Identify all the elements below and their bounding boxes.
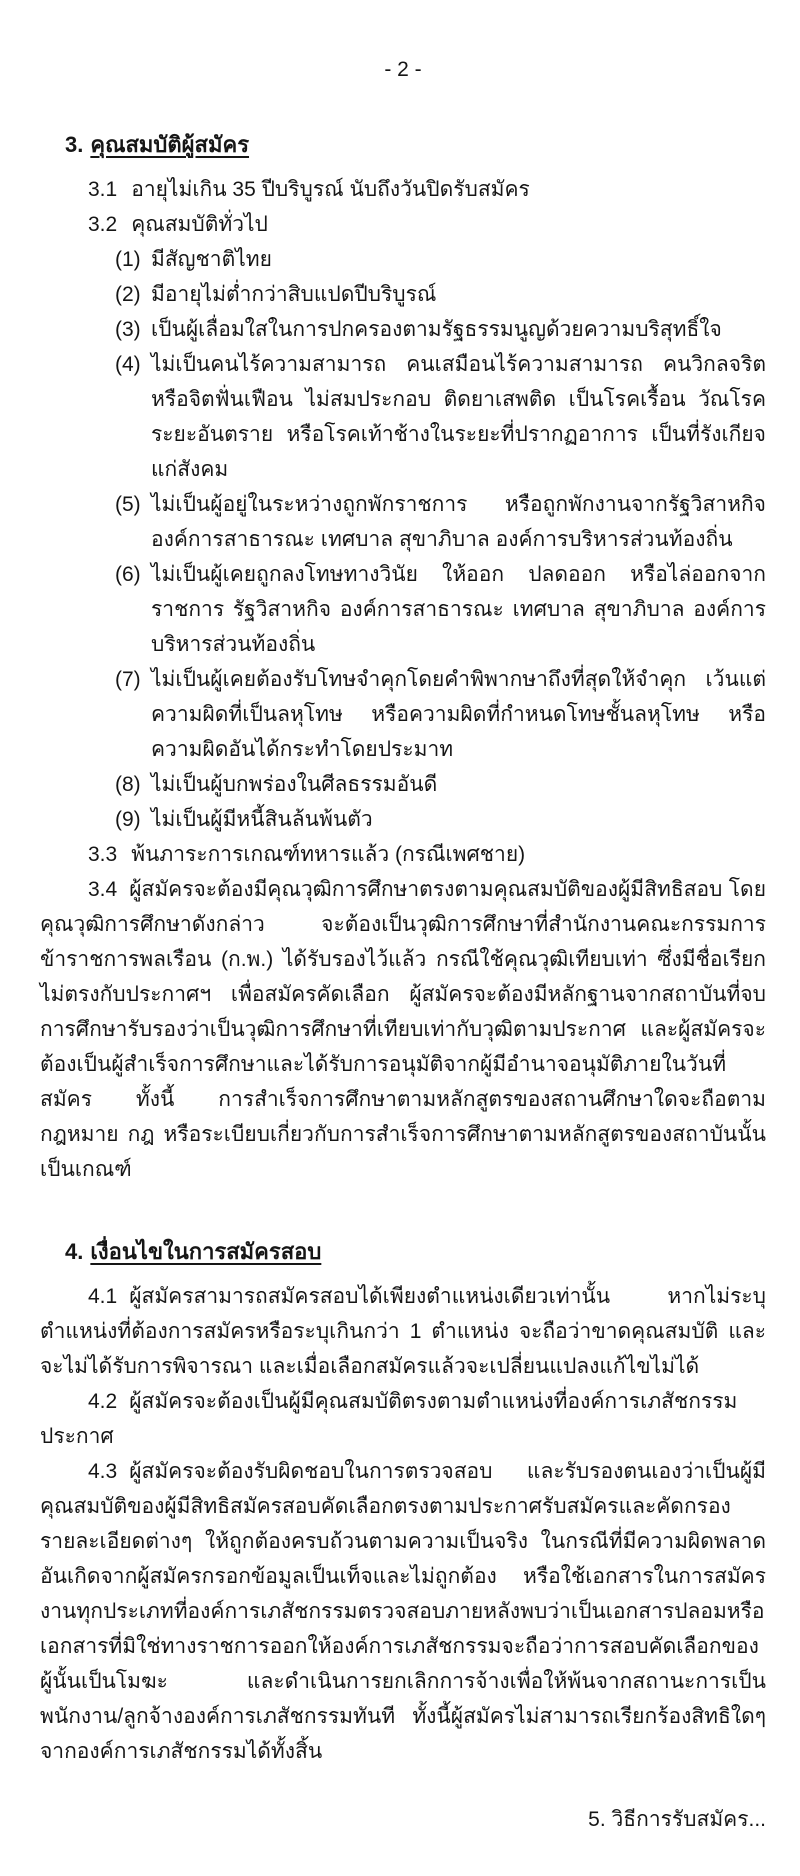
general-qualifications-list xyxy=(115,242,766,837)
subitem-8-label: (8) xyxy=(115,773,141,796)
subitem-6-label: (6) xyxy=(115,563,141,586)
item-4-2-label: 4.2 xyxy=(88,1390,118,1413)
item-4-1-text: ผู้สมัครสามารถสมัครสอบได้เพียงตำแหน่งเดียวเท่านั้น หากไม่ระบุตำแหน่งที่ต้องการสมัครหรือระบุเกินกว่า 1 ตำแหน่ง จะถือว่าขาดคุณสมบัติ และจะไม่ได้รับการพิจารณา และเมื่อเลือกสมัครแล้วจะเปลี่ยนแปลงแก้ไขไม่ได้ xyxy=(40,1285,766,1378)
section-3-heading xyxy=(65,130,766,160)
subitem-2-label: (2) xyxy=(115,283,141,306)
list-item xyxy=(115,242,766,277)
list-item xyxy=(115,312,766,347)
item-4-3 xyxy=(40,1454,766,1769)
item-3-1 xyxy=(88,172,766,207)
subitem-1-label: (1) xyxy=(115,248,141,271)
subitem-7-label: (7) xyxy=(115,668,141,691)
subitem-8-text: ไม่เป็นผู้บกพร่องในศีลธรรมอันดี xyxy=(151,773,438,796)
list-item xyxy=(115,767,766,802)
subitem-9-text: ไม่เป็นผู้มีหนี้สินล้นพ้นตัว xyxy=(151,808,373,831)
item-3-2 xyxy=(88,207,766,242)
section-3-number: 3. xyxy=(65,132,84,157)
list-item xyxy=(115,347,766,487)
item-4-3-label: 4.3 xyxy=(88,1460,118,1483)
page-number: - 2 - xyxy=(384,58,422,81)
list-item xyxy=(115,802,766,837)
section-4-title: เงื่อนไขในการสมัครสอบ xyxy=(90,1239,322,1264)
item-3-2-label: 3.2 xyxy=(88,213,118,236)
item-3-4-label: 3.4 xyxy=(88,878,118,901)
subitem-3-text: เป็นผู้เลื่อมใสในการปกครองตามรัฐธรรมนูญด้วยความบริสุทธิ์ใจ xyxy=(151,318,722,341)
subitem-3-label: (3) xyxy=(115,318,141,341)
item-4-3-text: ผู้สมัครจะต้องรับผิดชอบในการตรวจสอบ และรับรองตนเองว่าเป็นผู้มีคุณสมบัติของผู้มีสิทธิสมัครสอบคัดเลือกตรงตามประกาศรับสมัครและคัดกรองรายละเอียดต่างๆ ให้ถูกต้องครบถ้วนตามความเป็นจริง ในกรณีที่มีความผิดพลาดอันเกิดจากผู้สมัครกรอกข้อมูลเป็นเท็จและไม่ถูกต้อง หรือใช้เอกสารในการสมัครงานทุกประเภทที่องค์การเภสัชกรรมตรวจสอบภายหลังพบว่าเป็นเอกสารปลอมหรือเอกสารที่มิใช่ทางราชการออกให้องค์การเภสัชกรรมจะถือว่าการสอบคัดเลือกของผู้นั้นเป็นโมฆะ และดำเนินการยกเลิกการจ้างเพื่อให้พ้นจากสถานะการเป็นพนักงาน/ลูกจ้างองค์การเภสัชกรรมทันที ทั้งนี้ผู้สมัครไม่สามารถเรียกร้องสิทธิใดๆ จากองค์การเภสัชกรรมได้ทั้งสิ้น xyxy=(40,1460,766,1763)
section-4-heading xyxy=(65,1237,766,1267)
item-3-4 xyxy=(40,872,766,1187)
item-3-1-text: อายุไม่เกิน 35 ปีบริบูรณ์ นับถึงวันปิดรับสมัคร xyxy=(131,178,530,201)
subitem-7-text: ไม่เป็นผู้เคยต้องรับโทษจำคุกโดยคำพิพากษาถึงที่สุดให้จำคุก เว้นแต่ความผิดที่เป็นลหุโทษ หรือความผิดที่กำหนดโทษชั้นลหุโทษ หรือความผิดอันได้กระทำโดยประมาท xyxy=(151,668,766,761)
item-3-4-text: ผู้สมัครจะต้องมีคุณวุฒิการศึกษาตรงตามคุณสมบัติของผู้มีสิทธิสอบ โดยคุณวุฒิการศึกษาดังกล่าว จะต้องเป็นวุฒิการศึกษาที่สำนักงานคณะกรรมการข้าราชการพลเรือน (ก.พ.) ได้รับรองไว้แล้ว กรณีใช้คุณวุฒิเทียบเท่า ซึ่งมีชื่อเรียกไม่ตรงกับประกาศฯ เพื่อสมัครคัดเลือก ผู้สมัครจะต้องมีหลักฐานจากสถาบันที่จบการศึกษารับรองว่าเป็นวุฒิการศึกษาที่เทียบเท่ากับวุฒิตามประกาศ และผู้สมัครจะต้องเป็นผู้สำเร็จการศึกษาและได้รับการอนุมัติจากผู้มีอำนาจอนุมัติภายในวันที่สมัคร ทั้งนี้ การสำเร็จการศึกษาตามหลักสูตรของสถานศึกษาใดจะถือตามกฎหมาย กฎ หรือระเบียบเกี่ยวกับการสำเร็จการศึกษาตามหลักสูตรของสถาบันนั้นเป็นเกณฑ์ xyxy=(40,878,766,1181)
list-item xyxy=(115,487,766,557)
section-divider-space xyxy=(40,1187,766,1237)
section-3-title: คุณสมบัติผู้สมัคร xyxy=(90,132,250,157)
subitem-4-label: (4) xyxy=(115,353,141,376)
item-4-2-text: ผู้สมัครจะต้องเป็นผู้มีคุณสมบัติตรงตามตำแหน่งที่องค์การเภสัชกรรมประกาศ xyxy=(40,1390,738,1448)
subitem-5-text: ไม่เป็นผู้อยู่ในระหว่างถูกพักราชการ หรือถูกพักงานจากรัฐวิสาหกิจ องค์การสาธารณะ เทศบาล สุขาภิบาล องค์การบริหารส่วนท้องถิ่น xyxy=(151,493,766,551)
subitem-4-text: ไม่เป็นคนไร้ความสามารถ คนเสมือนไร้ความสามารถ คนวิกลจริตหรือจิตฟั่นเฟือน ไม่สมประกอบ ติดยาเสพติด เป็นโรคเรื้อน วัณโรคระยะอันตราย หรือโรคเท้าช้างในระยะที่ปรากฏอาการ เป็นที่รังเกียจแก่สังคม xyxy=(151,353,766,481)
list-item xyxy=(115,662,766,767)
item-4-1 xyxy=(40,1279,766,1384)
item-4-2 xyxy=(40,1384,766,1454)
item-3-2-text: คุณสมบัติทั่วไป xyxy=(131,213,268,236)
subitem-2-text: มีอายุไม่ต่ำกว่าสิบแปดปีบริบูรณ์ xyxy=(151,283,437,306)
list-item xyxy=(115,277,766,312)
section-4-number: 4. xyxy=(65,1239,84,1264)
item-3-3 xyxy=(88,837,766,872)
item-3-3-text: พ้นภาระการเกณฑ์ทหารแล้ว (กรณีเพศชาย) xyxy=(131,843,526,866)
item-3-3-label: 3.3 xyxy=(88,843,118,866)
subitem-6-text: ไม่เป็นผู้เคยถูกลงโทษทางวินัย ให้ออก ปลดออก หรือไล่ออกจากราชการ รัฐวิสาหกิจ องค์การสาธารณะ เทศบาล สุขาภิบาล องค์การบริหารส่วนท้องถิ่น xyxy=(151,563,766,656)
continuation-note: 5. วิธีการรับสมัคร... xyxy=(588,1808,766,1831)
subitem-5-label: (5) xyxy=(115,493,141,516)
subitem-1-text: มีสัญชาติไทย xyxy=(151,248,272,271)
subitem-9-label: (9) xyxy=(115,808,141,831)
list-item xyxy=(115,557,766,662)
item-4-1-label: 4.1 xyxy=(88,1285,118,1308)
item-3-1-label: 3.1 xyxy=(88,178,118,201)
